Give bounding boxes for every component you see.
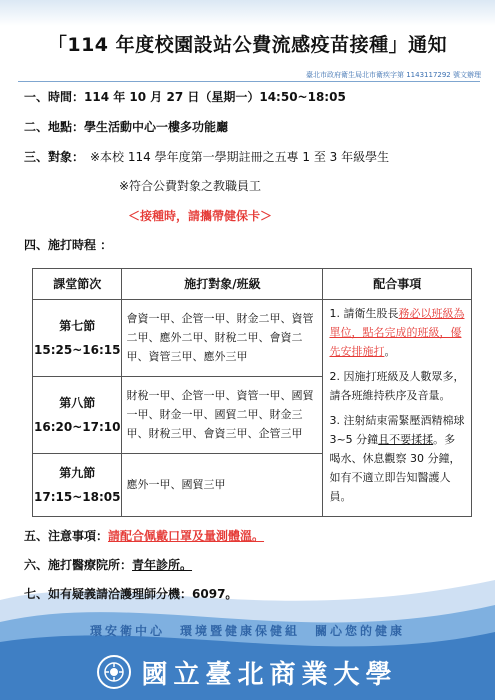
period-name: 第八節 [59,395,96,410]
place-line [24,118,228,135]
header-units: 施打對象/班級 [122,269,323,300]
time-line [24,88,346,105]
table-row [33,300,472,377]
target-item-students: ※本校 114 學年度第一學期註冊之五專 1 至 3 年級學生 [90,150,390,164]
note-3-text: 3. 注射結束需緊壓酒精棉球 3~5 分鐘 [329,414,465,446]
notice-line [24,527,264,544]
note-1-emphasis: 務必以班級為單位，點名完成的班級，優先安排施打 [329,307,465,358]
note-2: 2. 因施打班級及人數眾多，請各班維持秩序及音量。 [329,370,465,402]
note-3 [329,411,465,506]
header-period: 課堂節次 [33,269,122,300]
contact-line [24,585,237,602]
units-cell: 會資一甲、企管一甲、財金二甲、資管二甲、應外二甲、財稅二甲、會資二甲、資管三甲、應外三甲 [122,300,323,377]
page-title: 「114 年度校園設站公費流感疫苗接種」通知 [47,34,448,56]
footer-slogan: 環安衛中心 環境暨健康保健組 關心您的健康 [89,624,405,638]
clinic-label: 六、施打醫療院所： [24,558,133,572]
health-card-reminder: ＜接種時，請攜帶健保卡＞ [128,209,273,223]
note-1-text: 1. 請衛生股長 [329,307,399,320]
target-line [24,148,84,165]
units-cell: 應外一甲、國貿三甲 [122,453,323,516]
period-name: 第七節 [59,318,96,333]
period-time: 17:15~18:05 [34,489,121,504]
place-value: 學生活動中心一樓多功能廳 [84,120,229,134]
period-time: 15:25~16:15 [34,342,121,357]
notice-label: 五、注意事項： [24,529,109,543]
target-label: 三、對象： [24,150,85,164]
units-cell: 財稅一甲、企管一甲、資管一甲、國貿一甲、財金一甲、國貿二甲、財金三甲、財稅三甲、會資三甲、企管三甲 [122,376,323,453]
school-seal-icon [97,655,131,689]
place-label: 二、地點： [24,120,85,134]
period-cell [33,376,122,453]
title-divider [18,81,480,82]
period-cell [33,453,122,516]
target-item-staff: ※符合公費對象之教職員工 [119,179,262,193]
clinic-line [24,556,192,573]
contact-label: 七、如有疑義請洽護理師分機： [24,587,193,601]
schedule-label: 四、施打時程 ： [24,238,113,252]
contact-value: 6097。 [192,587,238,601]
note-3-end: 。多喝水、休息觀察 30 分鐘，如有不適立即告知醫護人員。 [329,433,461,503]
note-1-end: 。 [384,345,396,358]
time-label: 一、時間： [24,90,85,104]
period-cell [33,300,122,377]
clinic-value: 青年診所。 [132,558,193,572]
time-value: 114 年 10 月 27 日（星期一）14:50~18:05 [84,90,346,104]
header-notes: 配合事項 [323,269,472,300]
table-header-row [33,269,472,300]
period-time: 16:20~17:10 [34,419,121,434]
period-name: 第九節 [59,465,96,480]
top-decoration-band [0,0,495,26]
schedule-table [32,268,472,517]
document-reference: 臺北市政府衛生局北市衛疾字第 1143117292 號文辦理 [306,71,481,79]
notice-value: 請配合佩戴口罩及量測體溫。 [108,529,265,543]
note-1 [329,304,465,361]
school-logo-row [0,652,495,692]
school-name: 國立臺北商業大學 [141,659,398,690]
notes-cell [323,300,472,517]
note-3-emphasis: 且不要揉揉 [378,433,434,446]
